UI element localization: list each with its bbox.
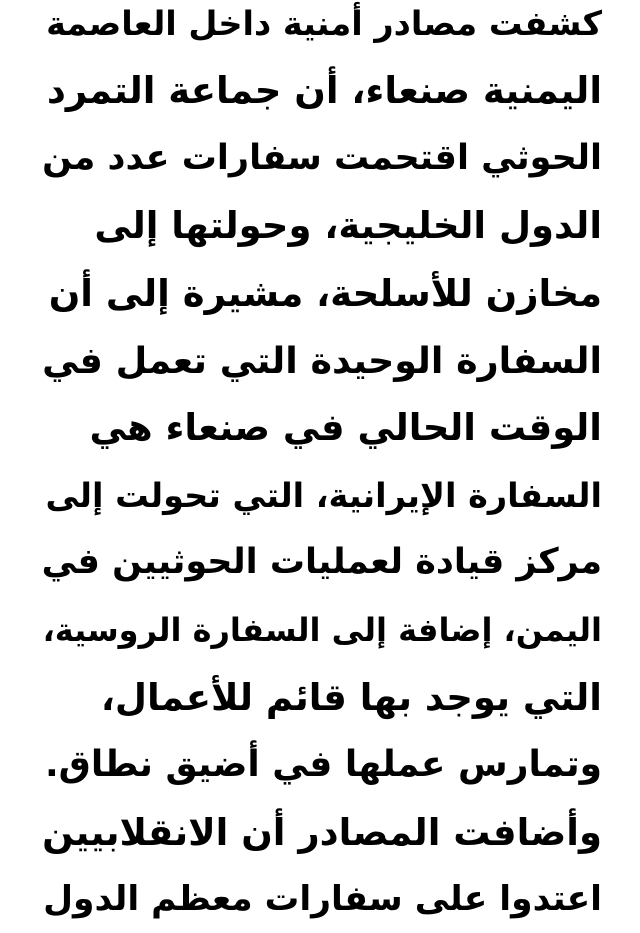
article-line: وتمارس عملها في أضيق نطاق. xyxy=(44,744,602,786)
article-line: السفارة الإيرانية، التي تحولت إلى xyxy=(45,475,602,515)
article-line: كشفت مصادر أمنية داخل العاصمة xyxy=(46,4,602,43)
article-line: وأضافت المصادر أن الانقلابيين xyxy=(42,810,602,854)
article-line: مركز قيادة لعمليات الحوثيين في xyxy=(41,542,602,583)
article-line: الحوثي اقتحمت سفارات عدد من xyxy=(42,137,602,178)
article-line: التي يوجد بها قائم للأعمال، xyxy=(100,675,602,719)
article-line: اليمن، إضافة إلى السفارة الروسية، xyxy=(42,610,602,649)
article-line: السفارة الوحيدة التي تعمل في xyxy=(42,338,602,382)
article-line: الدول الخليجية، وحولتها إلى xyxy=(94,204,602,248)
article-line: مخازن للأسلحة، مشيرة إلى أن xyxy=(48,271,602,315)
article-line: اليمنية صنعاء، أن جماعة التمرد xyxy=(46,69,602,113)
article-line: اعتدوا على سفارات معظم الدول xyxy=(43,879,602,920)
article-body xyxy=(40,0,602,933)
article-line: الوقت الحالي في صنعاء هي xyxy=(89,406,602,450)
